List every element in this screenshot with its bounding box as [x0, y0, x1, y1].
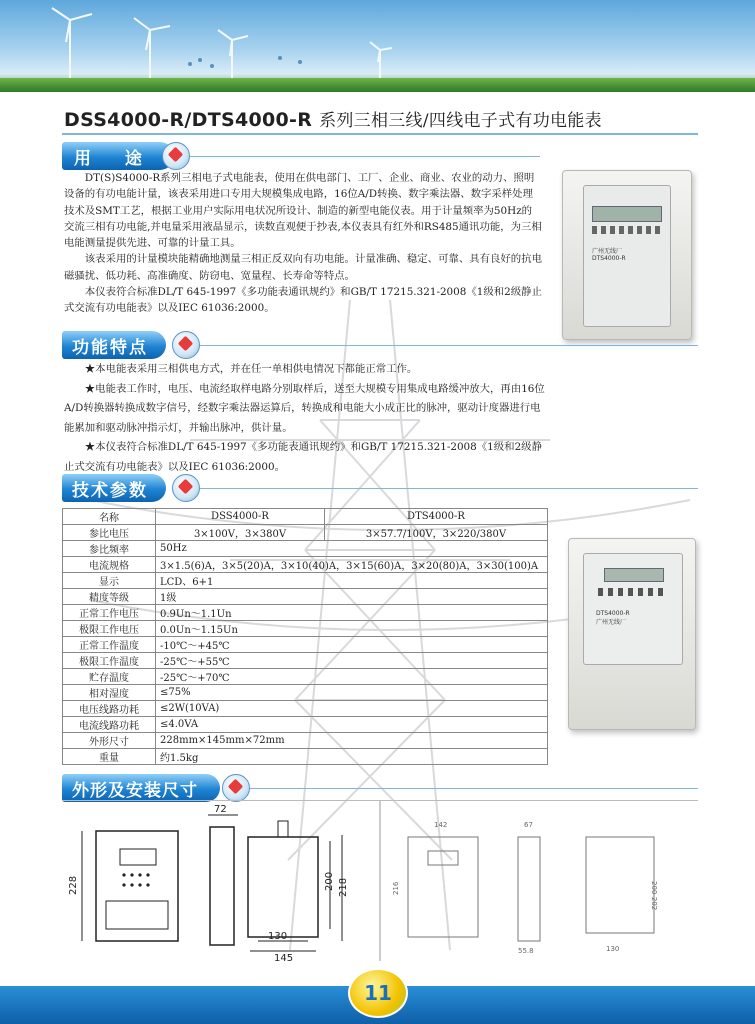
- usage-para-2: 该表采用的计量模块能精确地测量三相正反双向有功电能。计量准确、稳定、可靠、具有良好的抗电磁骚扰、低功耗、高准确度、防窃电、宽量程、长寿命等特点。: [64, 253, 542, 282]
- spec-row: [63, 557, 548, 573]
- spec-row: [63, 701, 548, 717]
- spec-cell: 显示: [63, 573, 156, 589]
- spec-cell: ≤75%: [156, 685, 548, 701]
- spec-cell: 贮存温度: [63, 669, 156, 685]
- spec-cell: 正常工作电压: [63, 605, 156, 621]
- dim-r-h: 216: [392, 881, 400, 895]
- dim-r-base: 130: [606, 945, 620, 953]
- dim-r-mount: 200-202: [650, 881, 658, 911]
- spec-cell: 3×100V，3×380V: [156, 525, 325, 541]
- features-text: [64, 360, 548, 477]
- section-usage-line: [190, 156, 540, 157]
- feature-para-2: ★电能表工作时，电压、电流经取样电路分别取样后，送至大规模专用集成电路缓冲放大，再由16位A/D转换器转换成数字信号，经数字乘法器运算后，转换成和电能大小成正比的脉冲，驱动计度器进行电能累加和驱动脉冲指示灯，并输出脉冲，供计量。: [64, 382, 545, 434]
- title-underline: [62, 133, 698, 135]
- page-title: [64, 106, 602, 131]
- section-outline-line: [250, 788, 698, 789]
- meter2-model: DTS4000-R: [596, 610, 630, 617]
- spec-cell: 电流规格: [63, 557, 156, 573]
- title-cn: 系列三相三线/四线电子式有功电能表: [319, 111, 602, 131]
- section-usage-header: [62, 142, 174, 170]
- meter-photo-2: [568, 538, 696, 730]
- spec-cell: 0.9Un～1.1Un: [156, 605, 548, 621]
- dim-r-side-base: 55.8: [518, 947, 534, 955]
- spec-row: [63, 717, 548, 733]
- dim-r-top: 142: [434, 821, 448, 829]
- spec-cell: DTS4000-R: [325, 509, 548, 525]
- spec-cell: 极限工作温度: [63, 653, 156, 669]
- spec-cell: 电压线路功耗: [63, 701, 156, 717]
- dim-base-w1: 130: [268, 931, 288, 942]
- spec-cell: 228mm×145mm×72mm: [156, 733, 548, 749]
- spec-row: [63, 525, 548, 541]
- dim-r-side: 67: [524, 821, 533, 829]
- dim-inner-h2: 218: [338, 877, 349, 897]
- spec-cell: 重量: [63, 749, 156, 765]
- spec-cell: DSS4000-R: [156, 509, 325, 525]
- section-tech-line: [200, 488, 698, 489]
- spec-row: [63, 669, 548, 685]
- dim-inner-h1: 200: [324, 871, 335, 891]
- section-features-label: 功能特点: [72, 337, 148, 358]
- spec-cell: 正常工作温度: [63, 637, 156, 653]
- dim-width-top: 72: [214, 804, 227, 815]
- meter2-brand: 广州无线厂: [596, 619, 627, 626]
- spec-row: [63, 541, 548, 557]
- section-tech-label: 技术参数: [72, 480, 148, 501]
- feature-para-1: ★本电能表采用三相供电方式，并在任一单相供电情况下都能正常工作。: [84, 363, 418, 375]
- section-outline-header: [62, 774, 220, 802]
- dimension-drawings: [62, 800, 698, 963]
- spec-cell: 0.0Un～1.15Un: [156, 621, 548, 637]
- section-outline-label: 外形及安装尺寸: [72, 780, 198, 801]
- section-features-line: [200, 345, 698, 346]
- logo-badge-icon: [172, 474, 200, 502]
- dimension-drawing-svg: [62, 801, 698, 963]
- spec-row: [63, 605, 548, 621]
- usage-text: [64, 170, 542, 317]
- usage-para-3: 本仪表符合标准DL/T 645-1997《多功能表通讯规约》和GB/T 17215.321-2008《1级和2级静止式交流有功电能表》以及IEC 61036:2000。: [64, 286, 542, 315]
- spec-row: [63, 653, 548, 669]
- meter1-model: DTS4000-R: [592, 255, 626, 262]
- spec-row: [63, 637, 548, 653]
- top-banner: [0, 0, 755, 92]
- logo-badge-icon: [172, 331, 200, 359]
- spec-cell: LCD、6+1: [156, 573, 548, 589]
- model-title: DSS4000-R/DTS4000-R: [64, 109, 313, 131]
- spec-row: [63, 573, 548, 589]
- spec-cell: 极限工作电压: [63, 621, 156, 637]
- spec-table: [62, 508, 548, 765]
- spec-cell: -25℃～+55℃: [156, 653, 548, 669]
- logo-badge-icon: [162, 142, 190, 170]
- logo-badge-icon: [222, 774, 250, 802]
- spec-cell: 名称: [63, 509, 156, 525]
- spec-cell: ≤2W(10VA): [156, 701, 548, 717]
- spec-row: [63, 749, 548, 765]
- spec-cell: 3×57.7/100V，3×220/380V: [325, 525, 548, 541]
- section-features-header: [62, 331, 166, 359]
- spec-header-row: [63, 509, 548, 525]
- spec-cell: 电流线路功耗: [63, 717, 156, 733]
- spec-cell: 相对湿度: [63, 685, 156, 701]
- page-number: 11: [364, 981, 392, 1005]
- spec-row: [63, 685, 548, 701]
- page-number-badge: [348, 968, 408, 1018]
- spec-cell: ≤4.0VA: [156, 717, 548, 733]
- dim-base-w2: 145: [274, 953, 294, 963]
- spec-cell: -25℃～+70℃: [156, 669, 548, 685]
- spec-cell: 参比频率: [63, 541, 156, 557]
- feature-para-3: ★本仪表符合标准DL/T 645-1997《多功能表通讯规约》和GB/T 17215.321-2008《1级和2级静止式交流有功电能表》以及IEC 61036:2000。: [64, 441, 542, 473]
- meter-photo-1: [562, 170, 692, 340]
- spec-cell: 精度等级: [63, 589, 156, 605]
- spec-cell: 3×1.5(6)A，3×5(20)A，3×10(40)A，3×15(60)A，3×20(80)A，3×30(100)A: [156, 557, 548, 573]
- section-tech-header: [62, 474, 166, 502]
- spec-cell: 约1.5kg: [156, 749, 548, 765]
- usage-para-1: DT(S)S4000-R系列三相电子式电能表，使用在供电部门、工厂、企业、商业、农业的动力、照明设备的有功电能计量，该表采用进口专用大规模集成电路，16位A/D转换、数字乘法器、数字采样处理技术及SMT工艺，根据工业用户实际用电状况所设计、制造的新型电能仪表。用于计量频率为50Hz的交流三相有功电能,并电量采用液晶显示，读数直观便于抄表,本仪表具有红外和RS485通讯功能，为三相电能测量提供先进、可靠的计量工具。: [64, 172, 542, 250]
- spec-row: [63, 621, 548, 637]
- spec-row: [63, 733, 548, 749]
- dim-height-left: 228: [68, 875, 79, 895]
- spec-cell: 外形尺寸: [63, 733, 156, 749]
- spec-cell: -10℃～+45℃: [156, 637, 548, 653]
- spec-row: [63, 589, 548, 605]
- spec-cell: 1级: [156, 589, 548, 605]
- spec-cell: 参比电压: [63, 525, 156, 541]
- section-usage-label: 用 途: [74, 148, 156, 169]
- spec-cell: 50Hz: [156, 541, 548, 557]
- meter1-brand: 广州无线厂: [592, 248, 623, 255]
